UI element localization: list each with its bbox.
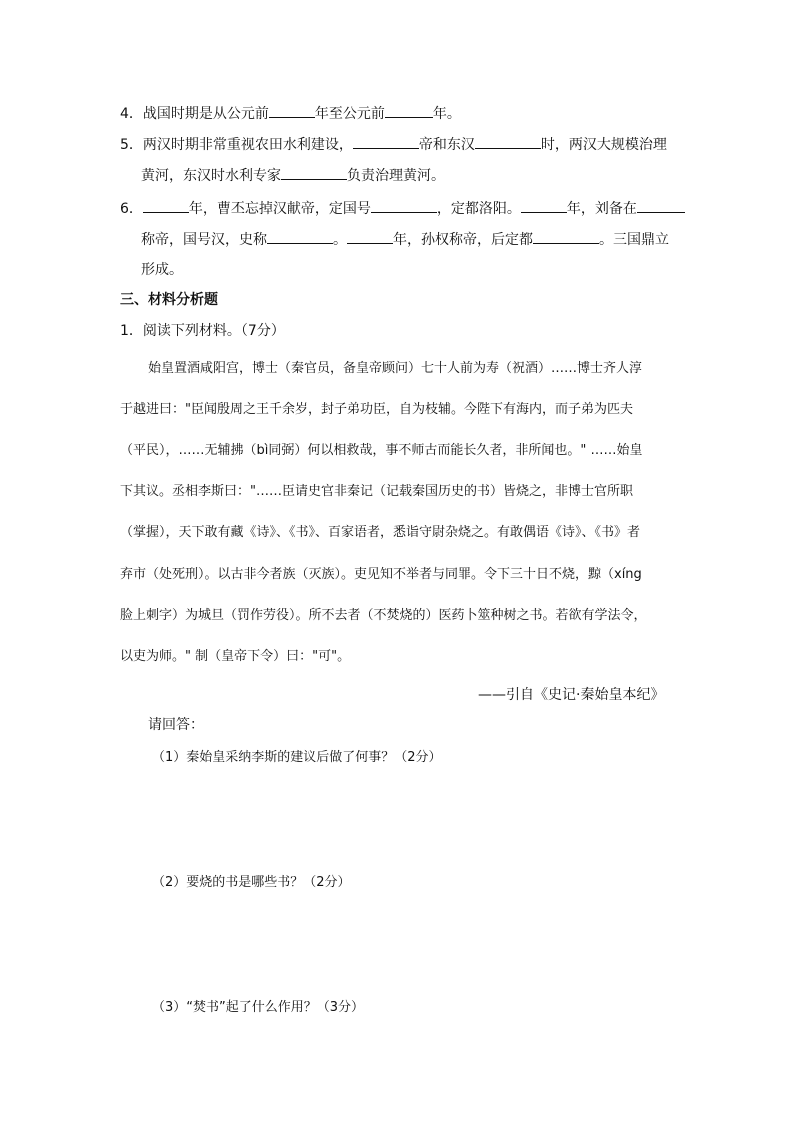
answer-blank[interactable] (267, 230, 333, 244)
question-text: 黄河，东汉时水利专家 (141, 168, 281, 184)
question-text: 年至公元前 (314, 106, 385, 122)
answer-blank[interactable] (281, 166, 347, 180)
passage-line: （掌握），天下敢有藏《诗》、《书》、百家语者，悉诣守尉杂烧之。有敢偶语《诗》、《书》者 (120, 525, 641, 540)
question-5-line-1 (120, 135, 667, 154)
question-text: 两汉时期非常重视农田水利建设， (142, 137, 353, 153)
question-text: ，定都洛阳。 (436, 201, 521, 217)
passage-line: 始皇置酒咸阳宫，博士（秦官员，备皇帝顾问）七十人前为寿（祝酒）……博士齐人淳 (148, 361, 643, 376)
answer-blank[interactable] (143, 199, 189, 213)
passage-line: 于越进曰："臣闻殷周之王千余岁，封子弟功臣，自为枝辅。今陛下有海内，而子弟为匹夫 (120, 402, 633, 417)
question-text: 。三国鼎立 (599, 232, 669, 248)
passage-line: 弃市（处死刑）。以古非今者族（灭族）。吏见知不举者与同罪。令下三十日不烧，黥（xíng (120, 567, 642, 582)
passage-line: 下其议。丞相李斯曰："……臣请史官非秦记（记载秦国历史的书）皆烧之，非博士官所职 (120, 484, 633, 499)
answer-blank[interactable] (637, 199, 685, 213)
question-4 (120, 104, 461, 123)
section-title: 三、材料分析题 (120, 292, 218, 308)
question-text: 形成。 (141, 262, 183, 278)
question-number: 6． (120, 201, 143, 217)
question-text: 称帝，国号汉，史称 (141, 232, 267, 248)
question-number: 4． (120, 106, 143, 122)
passage-line: （平民），……无辅拂（bì同弼）何以相救哉，事不师古而能长久者，非所闻也。" ……始皇 (120, 443, 643, 458)
question-6-line-2 (141, 230, 669, 249)
question-text: 负责治理黄河。 (347, 168, 445, 184)
answer-blank[interactable] (533, 230, 599, 244)
question-1-stem: 1．阅读下列材料。（7分） (120, 323, 285, 339)
question-text: 年，曹丕忘掉汉献帝，定国号 (188, 201, 371, 217)
sub-question-3: （3）“焚书”起了什么作用？（3分） (152, 1000, 365, 1015)
answer-blank[interactable] (521, 199, 567, 213)
answer-blank[interactable] (385, 104, 433, 118)
answer-prompt: 请回答： (148, 717, 204, 733)
passage-line: 以吏为师。" 制（皇帝下令）曰："可"。 (120, 649, 351, 664)
question-text: 时，两汉大规模治理 (540, 137, 667, 153)
sub-question-2: （2）要烧的书是哪些书？（2分） (152, 875, 351, 890)
sub-question-1: （1）秦始皇采纳李斯的建议后做了何事？（2分） (152, 750, 442, 765)
question-text: 帝和东汉 (418, 137, 475, 153)
answer-blank[interactable] (353, 135, 419, 149)
passage-source: ——引自《史记·秦始皇本纪》 (478, 687, 665, 703)
answer-blank[interactable] (475, 135, 541, 149)
question-number: 5． (120, 137, 143, 153)
question-text: 。 (333, 232, 347, 248)
question-6-line-1 (120, 199, 685, 218)
question-text: 战国时期是从公元前 (142, 106, 269, 122)
answer-blank[interactable] (347, 230, 393, 244)
question-5-line-2 (141, 166, 445, 185)
question-text: 年，刘备在 (566, 201, 637, 217)
question-text: 年。 (432, 106, 461, 122)
answer-blank[interactable] (269, 104, 315, 118)
passage-line: 脸上刺字）为城旦（罚作劳役）。所不去者（不焚烧的）医药卜筮种树之书。若欲有学法令， (120, 608, 647, 623)
question-6-line-3 (141, 261, 183, 279)
question-text: 年，孙权称帝，后定都 (393, 232, 533, 248)
answer-blank[interactable] (371, 199, 437, 213)
